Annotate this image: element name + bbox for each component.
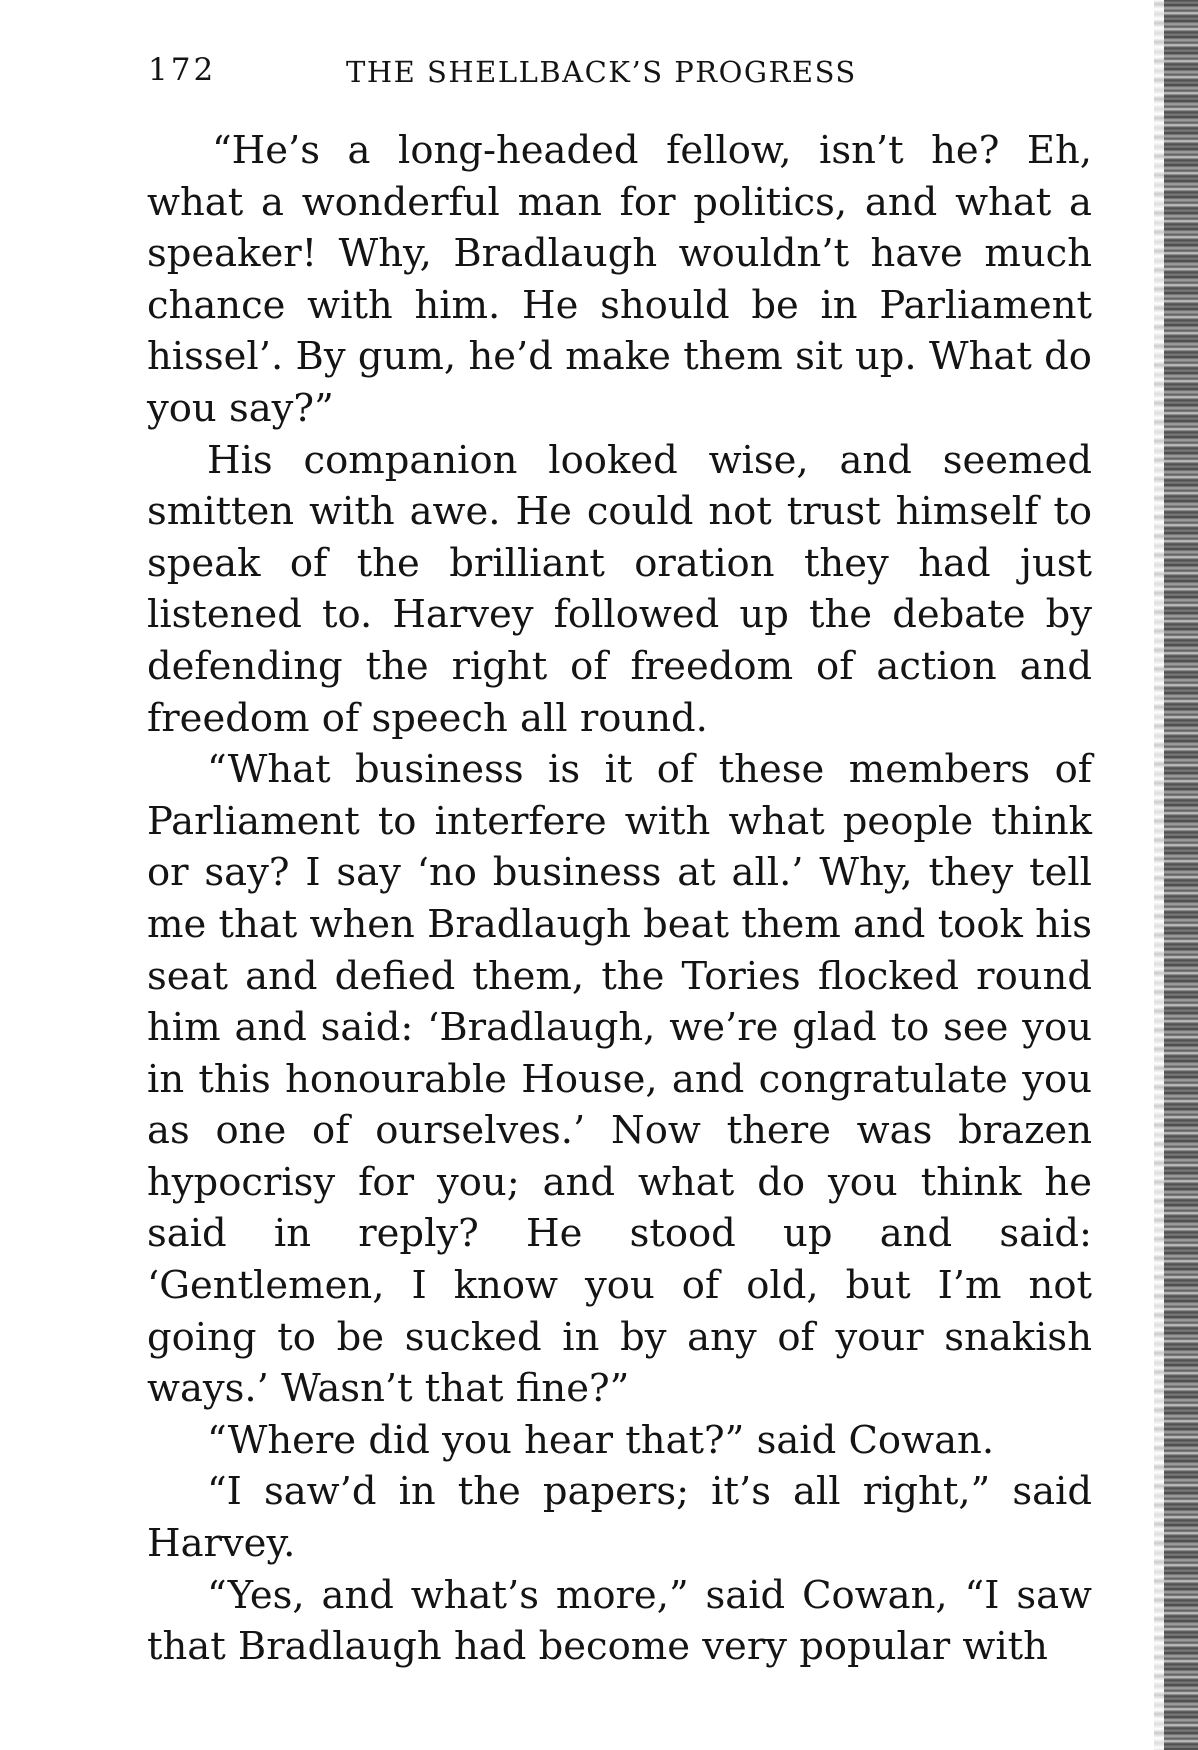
running-title: THE SHELLBACK’S PROGRESS	[346, 55, 857, 89]
page-number: 172	[148, 52, 217, 88]
paragraph-4: “Where did you hear that?” said Cowan.	[207, 1417, 995, 1463]
body-text	[147, 125, 1092, 1673]
paragraph-5: “I saw’d in the papers; it’s all right,” said Harvey.	[147, 1469, 1092, 1567]
page-edge-highlight	[1154, 0, 1164, 1750]
paragraph-1: “He’s a long-headed fellow, isn’t he? Eh, what a wonderful man for politics, and what a speaker! Why, Bradlaugh wouldn’t have much chance with him. He should be in Parliament hissel’. By gum, he’d make them sit up. What do you say?”	[147, 128, 1092, 431]
page-edge-shadow	[1164, 0, 1198, 1750]
paragraph-6: “Yes, and what’s more,” said Cowan, “I saw that Bradlaugh had become very popular with	[147, 1572, 1092, 1670]
paragraph-3: “What business is it of these members of Parliament to interfere with what people think or say? I say ‘no business at all.’ Why, they tell me that when Bradlaugh beat them and took his seat and defied them, the Tories flocked round him and said: ‘Bradlaugh, we’re glad to see you in this honourable House, and congratulate you as one of ourselves.’ Now there was brazen hypocrisy for you; and what do you think he said in reply? He stood up and said: ‘Gentlemen, I know you of old, but I’m not going to be sucked in by any of your snakish ways.’ Wasn’t that fine?”	[147, 747, 1092, 1412]
paragraph-2: His companion looked wise, and seemed smitten with awe. He could not trust himself to speak of the brilliant oration they had just listened to. Harvey followed up the debate by defending the right of freedom of action and freedom of speech all round.	[147, 437, 1092, 741]
running-head	[148, 52, 1093, 96]
